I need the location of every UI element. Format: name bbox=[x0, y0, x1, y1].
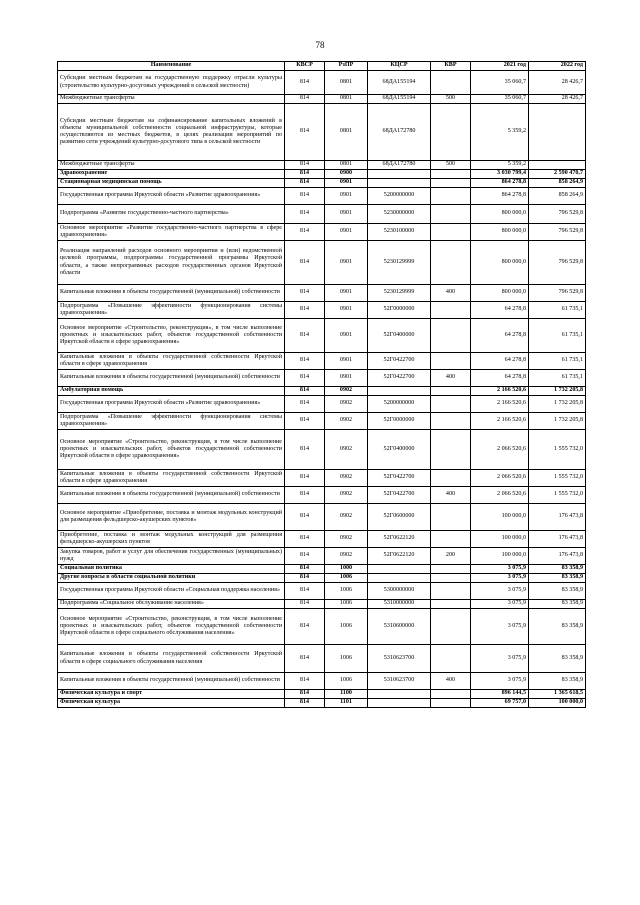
table-row bbox=[58, 531, 586, 548]
cell-kvr bbox=[431, 302, 471, 319]
cell-rzpr: 0900 bbox=[325, 170, 368, 179]
cell-kvsr: 814 bbox=[285, 673, 325, 690]
cell-2021: 800 000,0 bbox=[471, 224, 529, 241]
cell-kcsr: 52Г0000000 bbox=[368, 302, 431, 319]
cell-rzpr: 0901 bbox=[325, 353, 368, 370]
cell-2022: 796 529,8 bbox=[529, 205, 586, 224]
cell-rzpr: 1100 bbox=[325, 690, 368, 699]
page-number: 78 bbox=[315, 40, 325, 50]
cell-kvsr: 814 bbox=[285, 353, 325, 370]
cell-2022: 1 732 205,8 bbox=[529, 387, 586, 396]
cell-2022: 83 358,9 bbox=[529, 565, 586, 574]
cell-kvr bbox=[431, 188, 471, 205]
cell-name: Подпрограмма «Повышение эффективности функционирования системы здравоохранения» bbox=[58, 302, 285, 319]
cell-2021: 3 075,9 bbox=[471, 609, 529, 645]
cell-2021: 800 000,0 bbox=[471, 205, 529, 224]
table-row bbox=[58, 188, 586, 205]
table-row bbox=[58, 600, 586, 609]
cell-2022: 83 358,9 bbox=[529, 600, 586, 609]
cell-2021: 3 075,9 bbox=[471, 673, 529, 690]
cell-name: Закупка товаров, работ и услуг для обеспечения государственных (муниципальных) нужд bbox=[58, 548, 285, 565]
cell-name: Реализация направлений расходов основного мероприятия и (или) ведомственной целевой программы, подпрограммы государственной программы Иркутской области, а также непрограммных расходов государственных органов Иркутской области bbox=[58, 241, 285, 285]
cell-name: Стационарная медицинская помощь bbox=[58, 179, 285, 188]
cell-rzpr: 0902 bbox=[325, 387, 368, 396]
cell-name: Капитальные вложения в объекты государственной (муниципальной) собственности bbox=[58, 285, 285, 302]
cell-kvsr: 814 bbox=[285, 188, 325, 205]
cell-kvsr: 814 bbox=[285, 504, 325, 531]
cell-2022: 28 426,7 bbox=[529, 95, 586, 104]
cell-kvsr: 814 bbox=[285, 645, 325, 673]
cell-rzpr: 1006 bbox=[325, 583, 368, 600]
cell-kvsr: 814 bbox=[285, 413, 325, 430]
cell-2022: 1 365 618,5 bbox=[529, 690, 586, 699]
cell-kcsr: 5310623700 bbox=[368, 645, 431, 673]
table-row bbox=[58, 504, 586, 531]
cell-kcsr: 52Г0400000 bbox=[368, 430, 431, 470]
cell-name: Основное мероприятие «Развитие государственно-частного партнерства в сфере здравоохранения» bbox=[58, 224, 285, 241]
cell-2021: 35 060,7 bbox=[471, 95, 529, 104]
cell-rzpr: 0901 bbox=[325, 188, 368, 205]
cell-kvsr: 814 bbox=[285, 95, 325, 104]
table-row bbox=[58, 205, 586, 224]
cell-kvsr: 814 bbox=[285, 205, 325, 224]
cell-kcsr: 5300000000 bbox=[368, 583, 431, 600]
cell-rzpr: 0801 bbox=[325, 104, 368, 161]
header-name: Наименование bbox=[58, 62, 285, 71]
table-row bbox=[58, 690, 586, 699]
cell-2021: 2 066 520,6 bbox=[471, 470, 529, 487]
header-kvsr: КВСР bbox=[285, 62, 325, 71]
cell-rzpr: 1000 bbox=[325, 565, 368, 574]
table-row bbox=[58, 565, 586, 574]
cell-kvsr: 814 bbox=[285, 699, 325, 708]
cell-name: Основное мероприятие «Приобретение, поставка и монтаж модульных конструкций для размещения фельдшерско-акушерских пунктов» bbox=[58, 504, 285, 531]
cell-kvr bbox=[431, 609, 471, 645]
cell-name: Социальная политика bbox=[58, 565, 285, 574]
cell-rzpr: 0902 bbox=[325, 487, 368, 504]
cell-name: Физическая культура bbox=[58, 699, 285, 708]
cell-2022: 176 473,8 bbox=[529, 504, 586, 531]
cell-2022: 858 264,9 bbox=[529, 179, 586, 188]
cell-2022: 83 358,9 bbox=[529, 583, 586, 600]
cell-rzpr: 0901 bbox=[325, 205, 368, 224]
cell-name: Приобретение, поставка и монтаж модульных конструкций для размещения фельдшерско-акушерских пунктов bbox=[58, 531, 285, 548]
cell-kcsr bbox=[368, 179, 431, 188]
cell-kvr bbox=[431, 600, 471, 609]
cell-2021: 100 000,0 bbox=[471, 531, 529, 548]
cell-rzpr: 1006 bbox=[325, 673, 368, 690]
cell-name: Основное мероприятие «Строительство, реконструкция, в том числе выполнение проектных и изыскательских работ, объектов государственной собственности Иркутской области в сфере здравоохранения» bbox=[58, 430, 285, 470]
cell-kvsr: 814 bbox=[285, 583, 325, 600]
cell-name: Другие вопросы в области социальной политики bbox=[58, 574, 285, 583]
cell-kvsr: 814 bbox=[285, 574, 325, 583]
cell-2022: 61 735,1 bbox=[529, 319, 586, 353]
cell-2021: 3 075,9 bbox=[471, 645, 529, 673]
cell-kvsr: 814 bbox=[285, 531, 325, 548]
cell-2021: 2 066 520,6 bbox=[471, 487, 529, 504]
cell-rzpr: 1006 bbox=[325, 574, 368, 583]
cell-kcsr bbox=[368, 690, 431, 699]
cell-kcsr: 52Г0422700 bbox=[368, 370, 431, 387]
table-row bbox=[58, 470, 586, 487]
cell-kvsr: 814 bbox=[285, 161, 325, 170]
cell-kvr bbox=[431, 319, 471, 353]
cell-2021: 864 278,8 bbox=[471, 179, 529, 188]
cell-kvr: 400 bbox=[431, 487, 471, 504]
cell-rzpr: 0901 bbox=[325, 370, 368, 387]
header-kcsr: КЦСР bbox=[368, 62, 431, 71]
cell-2021: 2 066 520,6 bbox=[471, 430, 529, 470]
cell-2021: 69 757,0 bbox=[471, 699, 529, 708]
cell-kvsr: 814 bbox=[285, 319, 325, 353]
cell-kvsr: 814 bbox=[285, 690, 325, 699]
cell-kcsr bbox=[368, 565, 431, 574]
cell-kvr bbox=[431, 353, 471, 370]
cell-kvsr: 814 bbox=[285, 430, 325, 470]
cell-rzpr: 1006 bbox=[325, 645, 368, 673]
cell-rzpr: 0901 bbox=[325, 302, 368, 319]
cell-kvr bbox=[431, 565, 471, 574]
cell-2022: 176 473,8 bbox=[529, 531, 586, 548]
table-row bbox=[58, 645, 586, 673]
cell-2021: 100 000,0 bbox=[471, 504, 529, 531]
cell-rzpr: 0801 bbox=[325, 71, 368, 95]
cell-kcsr: 68ДА172780 bbox=[368, 104, 431, 161]
cell-kvr bbox=[431, 690, 471, 699]
cell-kcsr: 5200000000 bbox=[368, 188, 431, 205]
cell-rzpr: 0902 bbox=[325, 548, 368, 565]
cell-kvr: 200 bbox=[431, 548, 471, 565]
cell-2022: 83 358,9 bbox=[529, 673, 586, 690]
cell-name: Государственная программа Иркутской области «Развитие здравоохранения» bbox=[58, 396, 285, 413]
table-row bbox=[58, 104, 586, 161]
cell-name: Государственная программа Иркутской области «Социальная поддержка населения» bbox=[58, 583, 285, 600]
table-row bbox=[58, 224, 586, 241]
cell-2022 bbox=[529, 104, 586, 161]
cell-kvr: 500 bbox=[431, 95, 471, 104]
cell-kcsr: 68ДА172780 bbox=[368, 161, 431, 170]
table-body bbox=[58, 71, 586, 708]
table-row bbox=[58, 179, 586, 188]
cell-rzpr: 0902 bbox=[325, 470, 368, 487]
cell-kcsr bbox=[368, 574, 431, 583]
cell-rzpr: 0901 bbox=[325, 319, 368, 353]
cell-kcsr: 52Г0622120 bbox=[368, 548, 431, 565]
cell-2021: 5 359,2 bbox=[471, 104, 529, 161]
cell-rzpr: 0902 bbox=[325, 430, 368, 470]
table-row bbox=[58, 387, 586, 396]
cell-kcsr: 52Г0600000 bbox=[368, 504, 431, 531]
cell-rzpr: 1006 bbox=[325, 609, 368, 645]
cell-kvr bbox=[431, 179, 471, 188]
cell-2022: 83 358,9 bbox=[529, 609, 586, 645]
cell-kvr bbox=[431, 387, 471, 396]
cell-kcsr: 5230000000 bbox=[368, 205, 431, 224]
cell-rzpr: 0901 bbox=[325, 285, 368, 302]
cell-kcsr bbox=[368, 699, 431, 708]
cell-rzpr: 1101 bbox=[325, 699, 368, 708]
cell-rzpr: 0801 bbox=[325, 161, 368, 170]
cell-kvr bbox=[431, 205, 471, 224]
cell-name: Подпрограмма «Повышение эффективности функционирования системы здравоохранения» bbox=[58, 413, 285, 430]
table-row bbox=[58, 583, 586, 600]
cell-kvr bbox=[431, 430, 471, 470]
cell-kvr bbox=[431, 699, 471, 708]
budget-table bbox=[57, 61, 586, 708]
table-row bbox=[58, 673, 586, 690]
cell-2022: 176 473,8 bbox=[529, 548, 586, 565]
cell-kcsr: 52Г0000000 bbox=[368, 413, 431, 430]
cell-2021: 64 278,8 bbox=[471, 353, 529, 370]
cell-2021: 64 278,8 bbox=[471, 302, 529, 319]
cell-2021: 3 075,9 bbox=[471, 574, 529, 583]
table-row bbox=[58, 487, 586, 504]
cell-kvr: 400 bbox=[431, 285, 471, 302]
table-row bbox=[58, 699, 586, 708]
cell-kvr bbox=[431, 241, 471, 285]
cell-2022: 83 358,9 bbox=[529, 645, 586, 673]
cell-name: Основное мероприятие «Строительство, реконструкция, в том числе выполнение проектных и изыскательских работ, объектов государственной собственности Иркутской области в сфере социального обслуживания населения» bbox=[58, 609, 285, 645]
table-row bbox=[58, 241, 586, 285]
table-row bbox=[58, 319, 586, 353]
cell-rzpr: 0902 bbox=[325, 504, 368, 531]
cell-kvr: 500 bbox=[431, 161, 471, 170]
cell-kvr bbox=[431, 574, 471, 583]
cell-2022: 28 426,7 bbox=[529, 71, 586, 95]
cell-kvsr: 814 bbox=[285, 548, 325, 565]
cell-name: Подпрограмма «Социальное обслуживание населения» bbox=[58, 600, 285, 609]
cell-kvsr: 814 bbox=[285, 285, 325, 302]
cell-kvsr: 814 bbox=[285, 179, 325, 188]
cell-2021: 100 000,0 bbox=[471, 548, 529, 565]
cell-name: Подпрограмма «Развитие государственно-частного партнерства» bbox=[58, 205, 285, 224]
table-row bbox=[58, 285, 586, 302]
cell-name: Субсидии местным бюджетам на государственную поддержку отрасли культуры (строительство культурно-досуговых учреждений в сельской местности) bbox=[58, 71, 285, 95]
table-row bbox=[58, 548, 586, 565]
cell-name: Капитальные вложения в объекты государственной (муниципальной) собственности bbox=[58, 673, 285, 690]
cell-kcsr: 52Г0422700 bbox=[368, 470, 431, 487]
cell-kcsr: 52Г0422700 bbox=[368, 353, 431, 370]
cell-kcsr: 52Г0622120 bbox=[368, 531, 431, 548]
cell-2021: 3 075,9 bbox=[471, 600, 529, 609]
cell-2022: 796 529,8 bbox=[529, 285, 586, 302]
cell-rzpr: 0901 bbox=[325, 241, 368, 285]
cell-kvr bbox=[431, 504, 471, 531]
cell-2021: 64 278,8 bbox=[471, 319, 529, 353]
cell-kvsr: 814 bbox=[285, 302, 325, 319]
table-row bbox=[58, 574, 586, 583]
cell-kvr bbox=[431, 71, 471, 95]
cell-kcsr: 5310000000 bbox=[368, 600, 431, 609]
table-row bbox=[58, 170, 586, 179]
cell-2021: 3 075,9 bbox=[471, 565, 529, 574]
table-header-row bbox=[58, 62, 586, 71]
cell-rzpr: 0902 bbox=[325, 396, 368, 413]
cell-name: Капитальные вложения в объекты государственной собственности Иркутской области в сфере здравоохранения bbox=[58, 470, 285, 487]
cell-kcsr: 5310623700 bbox=[368, 673, 431, 690]
cell-kcsr: 52Г0422700 bbox=[368, 487, 431, 504]
cell-2022: 61 735,1 bbox=[529, 370, 586, 387]
cell-kcsr: 5310600000 bbox=[368, 609, 431, 645]
cell-kvsr: 814 bbox=[285, 600, 325, 609]
cell-2022: 83 358,9 bbox=[529, 574, 586, 583]
cell-kcsr: 52Г0400000 bbox=[368, 319, 431, 353]
cell-kcsr bbox=[368, 170, 431, 179]
table-row bbox=[58, 430, 586, 470]
cell-rzpr: 0901 bbox=[325, 224, 368, 241]
table-row bbox=[58, 353, 586, 370]
cell-kvsr: 814 bbox=[285, 470, 325, 487]
cell-name: Государственная программа Иркутской области «Развитие здравоохранения» bbox=[58, 188, 285, 205]
cell-2021: 800 000,0 bbox=[471, 241, 529, 285]
cell-name: Капитальные вложения в объекты государственной собственности Иркутской области в сфере здравоохранения bbox=[58, 353, 285, 370]
cell-2021: 2 166 520,6 bbox=[471, 413, 529, 430]
cell-2022: 796 529,8 bbox=[529, 224, 586, 241]
header-2022: 2022 год bbox=[529, 62, 586, 71]
cell-2022: 2 590 470,7 bbox=[529, 170, 586, 179]
cell-2022: 100 000,0 bbox=[529, 699, 586, 708]
cell-kvr bbox=[431, 104, 471, 161]
cell-rzpr: 0902 bbox=[325, 531, 368, 548]
cell-kvsr: 814 bbox=[285, 71, 325, 95]
cell-kvsr: 814 bbox=[285, 396, 325, 413]
cell-kvsr: 814 bbox=[285, 370, 325, 387]
cell-2021: 864 278,8 bbox=[471, 188, 529, 205]
cell-kvsr: 814 bbox=[285, 387, 325, 396]
cell-2021: 896 144,5 bbox=[471, 690, 529, 699]
header-kvr: КВР bbox=[431, 62, 471, 71]
cell-2022: 796 529,8 bbox=[529, 241, 586, 285]
table-row bbox=[58, 413, 586, 430]
cell-name: Капитальные вложения в объекты государственной (муниципальной) собственности bbox=[58, 370, 285, 387]
cell-rzpr: 0901 bbox=[325, 179, 368, 188]
cell-kcsr bbox=[368, 387, 431, 396]
cell-kvsr: 814 bbox=[285, 609, 325, 645]
cell-2022: 1 555 732,0 bbox=[529, 487, 586, 504]
table-row bbox=[58, 95, 586, 104]
cell-kvsr: 814 bbox=[285, 565, 325, 574]
cell-name: Физическая культура и спорт bbox=[58, 690, 285, 699]
cell-kvsr: 814 bbox=[285, 104, 325, 161]
table-row bbox=[58, 609, 586, 645]
cell-2021: 800 000,0 bbox=[471, 285, 529, 302]
cell-name: Основное мероприятие «Строительство, реконструкция», в том числе выполнение проектных и изыскательских работ, объектов государственной собственности Иркутской области в сфере здравоохранения» bbox=[58, 319, 285, 353]
cell-2021: 2 166 520,6 bbox=[471, 396, 529, 413]
cell-name: Капитальные вложения в объекты государственной (муниципальной) собственности bbox=[58, 487, 285, 504]
cell-kcsr: 5200000000 bbox=[368, 396, 431, 413]
cell-kcsr: 68ДА155194 bbox=[368, 71, 431, 95]
cell-kvr bbox=[431, 645, 471, 673]
cell-2022: 61 735,1 bbox=[529, 302, 586, 319]
cell-kcsr: 68ДА155194 bbox=[368, 95, 431, 104]
cell-rzpr: 1006 bbox=[325, 600, 368, 609]
cell-2021: 5 359,2 bbox=[471, 161, 529, 170]
cell-kvr bbox=[431, 224, 471, 241]
cell-2022 bbox=[529, 161, 586, 170]
table-row bbox=[58, 302, 586, 319]
cell-rzpr: 0801 bbox=[325, 95, 368, 104]
cell-name: Межбюджетные трансферты bbox=[58, 161, 285, 170]
cell-kcsr: 5230100000 bbox=[368, 224, 431, 241]
cell-kvsr: 814 bbox=[285, 487, 325, 504]
cell-rzpr: 0902 bbox=[325, 413, 368, 430]
cell-name: Амбулаторная помощь bbox=[58, 387, 285, 396]
cell-kcsr: 5230129999 bbox=[368, 285, 431, 302]
cell-kvr bbox=[431, 170, 471, 179]
cell-kvr: 400 bbox=[431, 673, 471, 690]
cell-kvr bbox=[431, 583, 471, 600]
cell-kvr bbox=[431, 396, 471, 413]
cell-kvr bbox=[431, 413, 471, 430]
cell-2021: 2 166 520,6 bbox=[471, 387, 529, 396]
cell-2022: 1 555 732,0 bbox=[529, 430, 586, 470]
cell-kvsr: 814 bbox=[285, 170, 325, 179]
header-2021: 2021 год bbox=[471, 62, 529, 71]
cell-name: Капитальные вложения в объекты государственной собственности Иркутской области в сфере социального обслуживания населения bbox=[58, 645, 285, 673]
table-row bbox=[58, 161, 586, 170]
cell-2022: 1 555 732,0 bbox=[529, 470, 586, 487]
cell-kvsr: 814 bbox=[285, 241, 325, 285]
cell-kvr bbox=[431, 531, 471, 548]
table-row bbox=[58, 396, 586, 413]
cell-2022: 1 732 205,8 bbox=[529, 413, 586, 430]
table-row bbox=[58, 71, 586, 95]
cell-2022: 61 735,1 bbox=[529, 353, 586, 370]
cell-name: Межбюджетные трансферты bbox=[58, 95, 285, 104]
cell-kvr bbox=[431, 470, 471, 487]
cell-2021: 35 060,7 bbox=[471, 71, 529, 95]
cell-2022: 858 264,9 bbox=[529, 188, 586, 205]
table-row bbox=[58, 370, 586, 387]
cell-name: Субсидии местным бюджетам на софинансирование капитальных вложений в объекты муниципальной собственности социальной инфраструктуры, которые осуществляются из местных бюджетов, в целях реализации мероприятий по развитию сети учреждений культурно-досугового типа в сельской местности bbox=[58, 104, 285, 161]
header-rzpr: РзПР bbox=[325, 62, 368, 71]
cell-kcsr: 5230129999 bbox=[368, 241, 431, 285]
cell-name: Здравоохранение bbox=[58, 170, 285, 179]
cell-2022: 1 732 205,8 bbox=[529, 396, 586, 413]
cell-kvr: 400 bbox=[431, 370, 471, 387]
cell-2021: 64 278,8 bbox=[471, 370, 529, 387]
cell-kvsr: 814 bbox=[285, 224, 325, 241]
cell-2021: 3 075,9 bbox=[471, 583, 529, 600]
cell-2021: 3 030 799,4 bbox=[471, 170, 529, 179]
